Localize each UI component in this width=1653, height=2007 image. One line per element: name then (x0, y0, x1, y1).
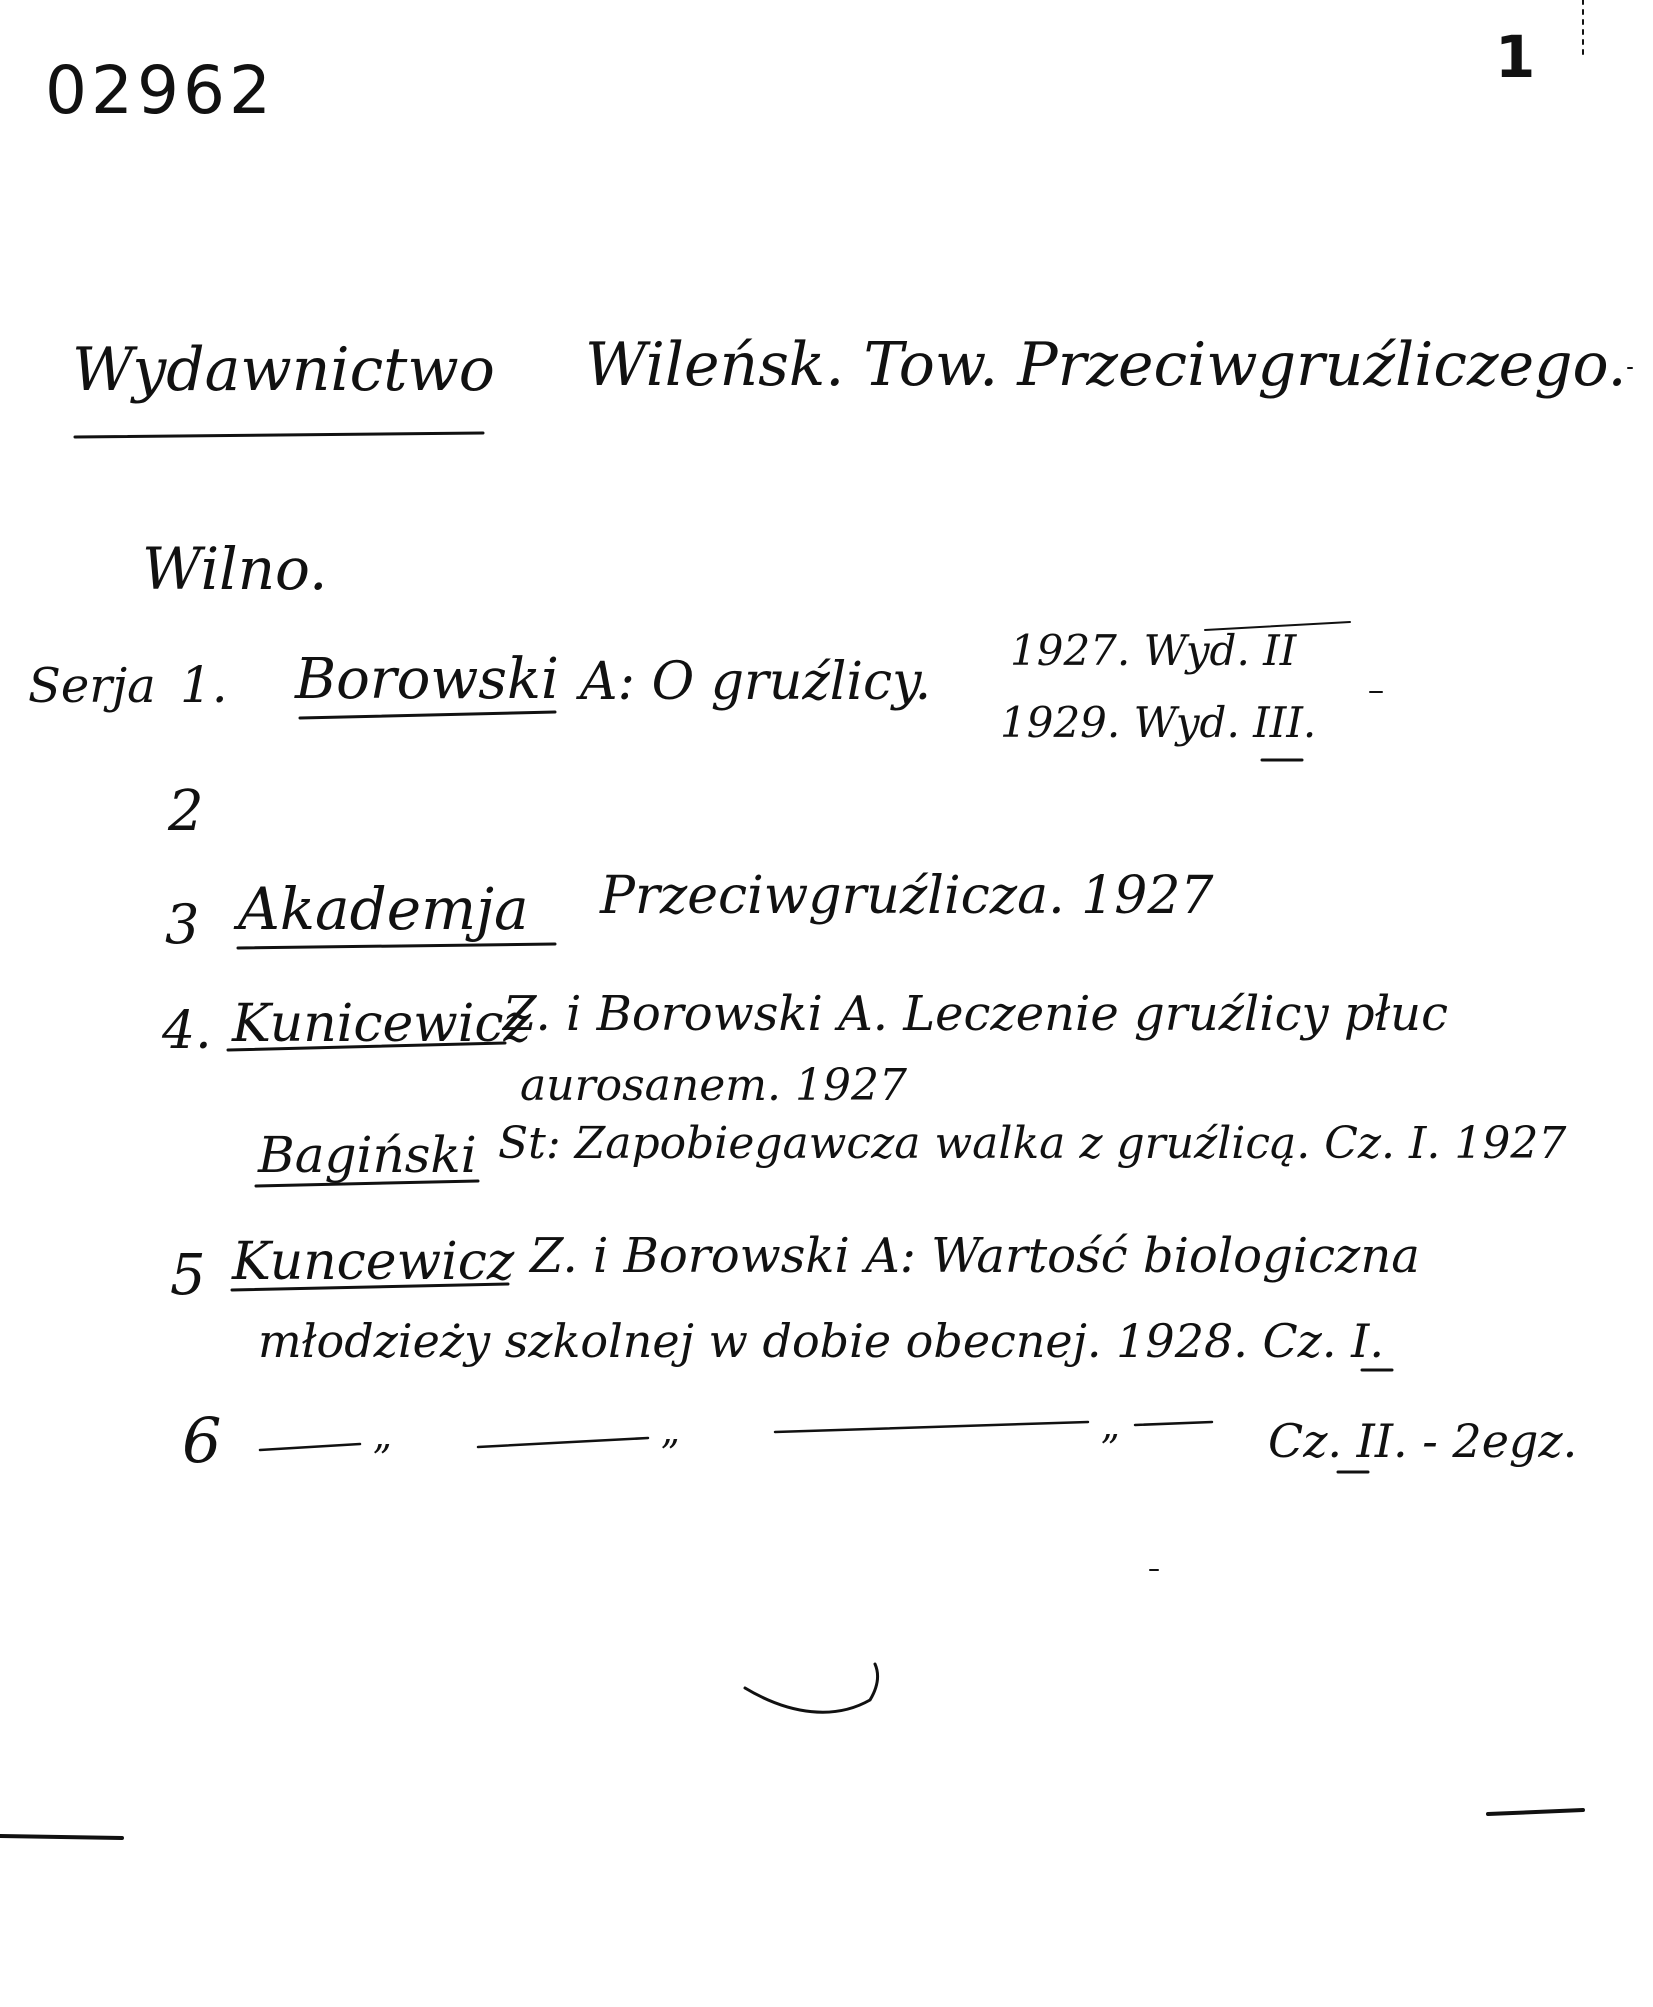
entry-6-ditto-3: ” (1100, 1427, 1120, 1471)
entry-4-second-title: St: Zapobiegawcza walka z gruźlicą. Cz. I. 1927 (498, 1118, 1567, 1169)
entry-5-title: Z. i Borowski A: Wartość biologiczna (530, 1228, 1420, 1284)
entry-6-suffix: Cz. II. - 2egz. (1268, 1414, 1578, 1468)
entry-3-title: Przeciwgruźlicza. 1927 (600, 866, 1214, 926)
ditto-dash-3 (775, 1422, 1088, 1432)
publisher-underline (75, 433, 483, 437)
entry-6-ditto-1: ” (372, 1437, 392, 1481)
entry-3-number: 3 (165, 893, 200, 956)
page-number: 1 (1495, 23, 1536, 91)
entry-3-author: Akademja (238, 875, 529, 943)
entry-6-number: 6 (182, 1404, 222, 1477)
ditto-dash-2 (478, 1438, 648, 1447)
publisher-name: Wileńsk. Tow. Przeciwgruźliczego. (585, 330, 1627, 400)
entry-4-number: 4. (162, 1001, 212, 1061)
entry-1-title: A: O gruźlicy. (580, 652, 932, 712)
catalog-number: 02962 (45, 52, 275, 129)
entry-3-author-underline (238, 944, 555, 948)
entry-4-title-line2: aurosanem. 1927 (520, 1060, 907, 1111)
publisher-title: Wydawnictwo (72, 335, 495, 405)
ditto-dash-1 (260, 1444, 360, 1450)
edition-2-mark (1205, 622, 1350, 630)
left-edge-shadow (0, 1836, 122, 1838)
entry-5-author: Kuncewicz (232, 1232, 515, 1292)
series-label: Serja (28, 658, 156, 714)
entry-1-author-underline (300, 712, 555, 718)
city: Wilno. (142, 535, 328, 603)
entry-1-edition-1: 1927. Wyd. II (1010, 626, 1297, 675)
entry-1-edition-2: 1929. Wyd. III. (1000, 698, 1317, 747)
entry-2-number: 2 (168, 779, 204, 844)
entry-5-title-line2: młodzieży szkolnej w dobie obecnej. 1928. Cz. I. (258, 1314, 1384, 1368)
entry-4-author: Kunicewicz (232, 994, 531, 1054)
ditto-dash-4 (1135, 1422, 1212, 1425)
entry-5-author-underline (232, 1284, 508, 1290)
curved-pen-mark (745, 1664, 878, 1712)
entry-4-second-author-underline (256, 1181, 478, 1186)
entry-6-ditto-2: ” (660, 1432, 680, 1476)
entry-4-second-author: Bagiński (258, 1126, 477, 1184)
entry-4-author-underline (228, 1043, 505, 1050)
entry-1-author: Borowski (295, 647, 559, 712)
entry-1-number: 1. (180, 656, 228, 714)
entry-5-number: 5 (170, 1243, 206, 1308)
entry-4-title: Z. i Borowski A. Leczenie gruźlicy płuc (503, 986, 1448, 1042)
right-edge-shadow (1488, 1810, 1583, 1814)
